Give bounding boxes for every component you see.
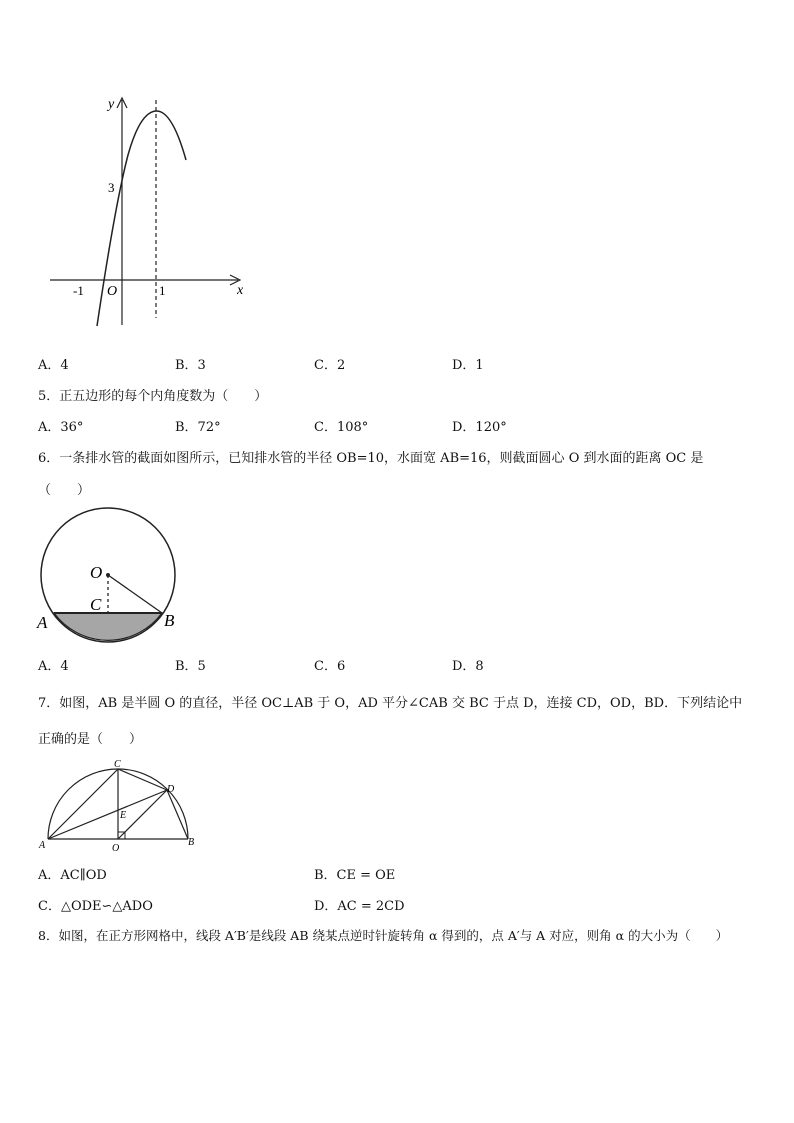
- q6-option-d[interactable]: D．8: [452, 659, 484, 674]
- q4-option-a[interactable]: A．4: [38, 358, 69, 373]
- label-b: B: [164, 611, 175, 630]
- radius-ob: [108, 575, 162, 613]
- semicircle-figure: [36, 756, 201, 856]
- tick-label-3: 3: [108, 180, 115, 195]
- label-a: A: [39, 840, 46, 851]
- q7-stem-line2: 正确的是（ ）: [38, 732, 143, 747]
- water-segment: [54, 613, 162, 640]
- q5-option-b[interactable]: B．72°: [175, 420, 221, 435]
- parabola-graph: [40, 90, 260, 330]
- q8-stem: 8．如图，在正方形网格中，线段 A′B′是线段 AB 绕某点逆时针旋转角 α 得到的，点 A′与 A 对应，则角 α 的大小为（ ）: [38, 928, 729, 943]
- q4-option-c[interactable]: C．2: [314, 358, 346, 373]
- tick-label-neg1: -1: [73, 283, 84, 298]
- label-d: D: [167, 784, 175, 795]
- q6-stem: 6．一条排水管的截面如图所示，已知排水管的半径 OB=10，水面宽 AB=16，则截面圆心 O 到水面的距离 OC 是: [38, 451, 704, 466]
- q7-option-d[interactable]: D．AC = 2CD: [314, 899, 405, 914]
- q5-option-a[interactable]: A．36°: [38, 420, 84, 435]
- pipe-cross-section: [32, 506, 192, 651]
- q5-stem: 5．正五边形的每个内角度数为（ ）: [38, 389, 268, 404]
- q7-option-b[interactable]: B．CE = OE: [314, 868, 396, 883]
- segment-bd: [167, 790, 188, 839]
- q4-option-b[interactable]: B．3: [175, 358, 206, 373]
- q6-option-b[interactable]: B．5: [175, 659, 206, 674]
- segment-cd: [118, 769, 167, 790]
- q6-stem-paren: （ ）: [38, 483, 91, 498]
- label-c: C: [90, 595, 102, 614]
- q4-option-d[interactable]: D．1: [452, 358, 484, 373]
- label-o: O: [90, 563, 103, 582]
- segment-ad: [48, 790, 167, 839]
- origin-label: O: [107, 284, 118, 299]
- label-e: E: [120, 810, 127, 821]
- label-o: O: [112, 843, 120, 854]
- x-axis-label: x: [237, 283, 244, 298]
- q7-stem-line1: 7．如图，AB 是半圆 O 的直径，半径 OC⊥AB 于 O，AD 平分∠CAB 交 BC 于点 D，连接 CD，OD，BD．下列结论中: [38, 696, 743, 711]
- q6-option-a[interactable]: A．4: [38, 659, 69, 674]
- tick-label-1: 1: [159, 283, 166, 298]
- q7-option-a[interactable]: A．AC∥OD: [38, 868, 107, 883]
- q5-option-d[interactable]: D．120°: [452, 420, 507, 435]
- center-point: [106, 573, 110, 577]
- segment-ac: [48, 769, 118, 839]
- q5-option-c[interactable]: C．108°: [314, 420, 369, 435]
- y-axis-label: y: [108, 97, 115, 112]
- label-b: B: [188, 837, 195, 848]
- label-a: A: [37, 613, 48, 632]
- q7-option-c[interactable]: C．△ODE∽△ADO: [38, 899, 153, 914]
- q6-option-c[interactable]: C．6: [314, 659, 346, 674]
- label-c: C: [114, 759, 121, 770]
